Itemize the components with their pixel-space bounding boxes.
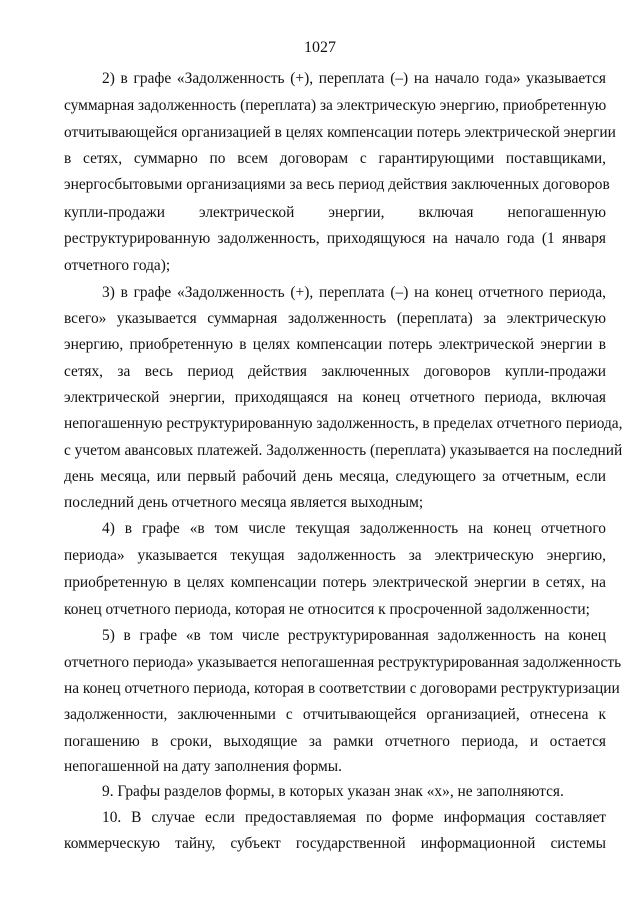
text-line: сетях, за весь период действия заключенных договоров купли-продажи xyxy=(64,363,606,380)
text-line: 2) в графе «Задолженность (+), переплата (–) на начало года» указывается xyxy=(102,70,606,87)
text-line: 3) в графе «Задолженность (+), переплата (–) на конец отчетного периода, xyxy=(102,284,606,301)
text-line: всего» указывается суммарная задолженность (переплата) за электрическую xyxy=(64,310,606,327)
text-line: 10. В случае если предоставляемая по форме информация составляет xyxy=(102,809,606,826)
text-line: задолженности, заключенными с отчитывающейся организацией, отнесена к xyxy=(64,706,606,723)
text-line: день месяца, или первый рабочий день месяца, следующего за отчетным, если xyxy=(64,468,606,485)
text-line: в сетях, суммарно по всем договорам с гарантирующими поставщиками, xyxy=(64,150,606,167)
text-line: реструктурированную задолженность, приходящуюся на начало года (1 января xyxy=(64,230,606,247)
text-line: 5) в графе «в том числе реструктурированная задолженность на конец xyxy=(102,627,606,644)
text-line: отчетного периода» указывается непогашенная реструктурированная задолженность xyxy=(64,654,622,671)
text-line: энергосбытовыми организациями за весь период действия заключенных договоров xyxy=(64,176,610,193)
text-line: купли-продажи электрической энергии, включая непогашенную xyxy=(64,204,606,221)
text-line: суммарная задолженность (переплата) за электрическую энергию, приобретенную xyxy=(64,97,607,114)
text-line: 9. Графы разделов формы, в которых указан знак «х», не заполняются. xyxy=(102,783,564,800)
text-line: последний день отчетного месяца является выходным; xyxy=(64,494,424,511)
text-line: коммерческую тайну, субъект государственной информационной системы xyxy=(64,835,606,852)
text-line: с учетом авансовых платежей. Задолженность (переплата) указывается на последний xyxy=(64,442,623,459)
text-line: погашению в сроки, выходящие за рамки отчетного периода, и остается xyxy=(64,733,606,750)
text-line: непогашенную реструктурированную задолженность, в пределах отчетного периода, xyxy=(64,415,623,432)
text-line: на конец отчетного периода, которая в соответствии с договорами реструктуризации xyxy=(64,680,620,697)
text-line: электрической энергии, приходящаяся на конец отчетного периода, включая xyxy=(64,389,606,406)
text-line: 4) в графе «в том числе текущая задолженность на конец отчетного xyxy=(102,520,606,537)
text-line: отчитывающейся организацией в целях компенсации потерь электрической энергии xyxy=(64,124,616,141)
text-line: приобретенную в целях компенсации потерь электрической энергии в сетях, на xyxy=(64,574,606,591)
text-line: отчетного года); xyxy=(64,257,171,274)
text-line: энергию, приобретенную в целях компенсации потерь электрической энергии в xyxy=(64,336,606,353)
page-number: 1027 xyxy=(304,39,336,56)
text-line: конец отчетного периода, которая не относится к просроченной задолженности; xyxy=(64,601,590,618)
text-line: непогашенной на дату заполнения формы. xyxy=(64,758,342,775)
text-line: периода» указывается текущая задолженность за электрическую энергию, xyxy=(64,547,606,564)
